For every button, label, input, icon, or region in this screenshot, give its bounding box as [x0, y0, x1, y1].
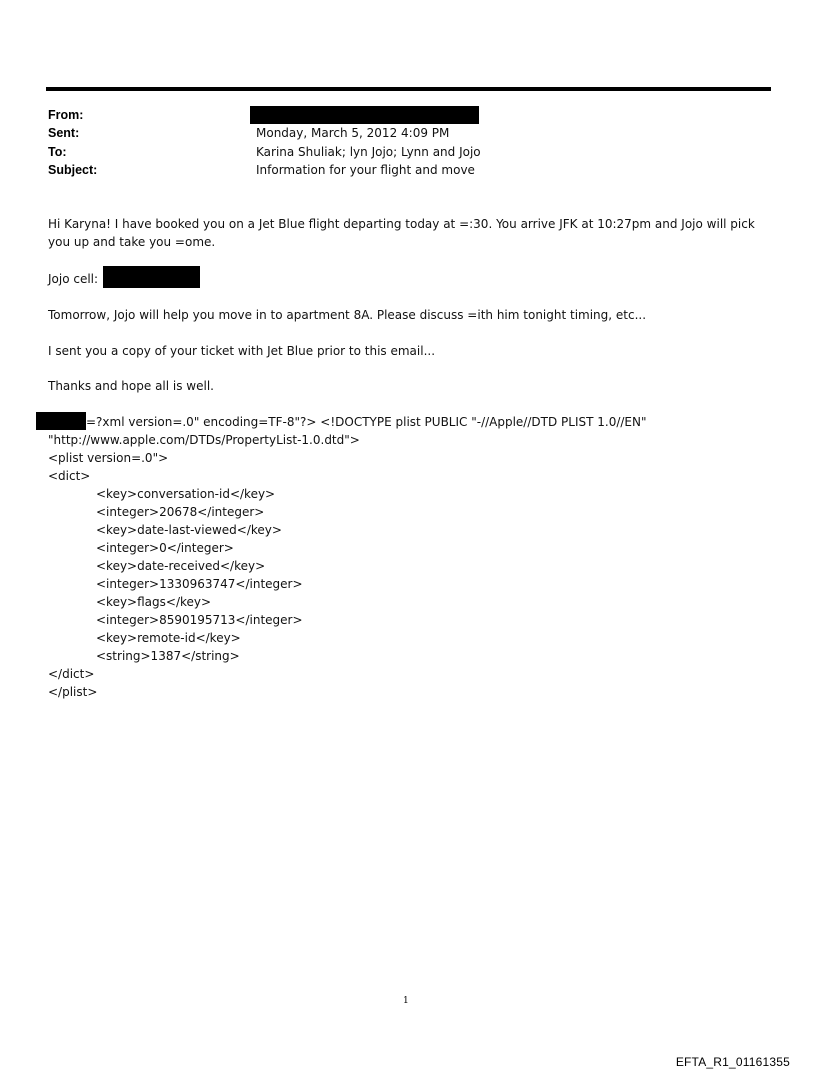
redacted-plist-prefix: [36, 412, 86, 430]
body-paragraph-ticket: I sent you a copy of your ticket with Jet Blue prior to this email...: [48, 344, 436, 358]
plist-entry: <key>flags</key>: [96, 595, 212, 609]
header-rule: [46, 87, 771, 91]
plist-entry: <key>date-received</key>: [96, 559, 266, 573]
sent-value: Monday, March 5, 2012 4:09 PM: [256, 126, 450, 140]
redacted-phone-number: [103, 266, 200, 288]
subject-label: Subject:: [48, 163, 98, 177]
page-number: 1: [403, 996, 409, 1006]
subject-value: Information for your flight and move: [256, 163, 475, 177]
dict-open-tag: <dict>: [48, 469, 91, 483]
plist-xml-declaration: =?xml version=.0" encoding=TF-8"?> <!DOCTYPE plist PUBLIC "-//Apple//DTD PLIST 1.0//EN": [86, 415, 647, 429]
to-value: Karina Shuliak; lyn Jojo; Lynn and Jojo: [256, 145, 481, 159]
body-paragraph-closing: Thanks and hope all is well.: [48, 379, 214, 393]
body-paragraph-move: Tomorrow, Jojo will help you move in to apartment 8A. Please discuss =ith him tonight timing, etc...: [48, 308, 647, 322]
sent-label: Sent:: [48, 126, 80, 140]
plist-entry: <key>conversation-id</key>: [96, 487, 276, 501]
body-paragraph-greeting: Hi Karyna! I have booked you on a Jet Blue flight departing today at =:30. You arrive JFK at 10:27pm and Jojo will pick you up and take you =ome.: [48, 217, 755, 249]
dict-close-tag: </dict>: [48, 667, 95, 681]
plist-entry: <integer>1330963747</integer>: [96, 577, 303, 591]
plist-dtd-url: "http://www.apple.com/DTDs/PropertyList-1.0.dtd">: [48, 433, 360, 447]
plist-open-tag: <plist version=.0">: [48, 451, 169, 465]
redacted-from-value: [250, 106, 479, 124]
plist-entry: <integer>0</integer>: [96, 541, 234, 555]
jojo-cell-label: Jojo cell:: [48, 272, 99, 286]
to-label: To:: [48, 145, 67, 159]
from-label: From:: [48, 108, 84, 122]
plist-entry: <integer>8590195713</integer>: [96, 613, 303, 627]
plist-entry: <key>remote-id</key>: [96, 631, 241, 645]
plist-entry: <key>date-last-viewed</key>: [96, 523, 282, 537]
bates-number: EFTA_R1_01161355: [675, 1055, 790, 1069]
plist-close-tag: </plist>: [48, 685, 98, 699]
plist-entry: <integer>20678</integer>: [96, 505, 265, 519]
plist-entry: <string>1387</string>: [96, 649, 240, 663]
